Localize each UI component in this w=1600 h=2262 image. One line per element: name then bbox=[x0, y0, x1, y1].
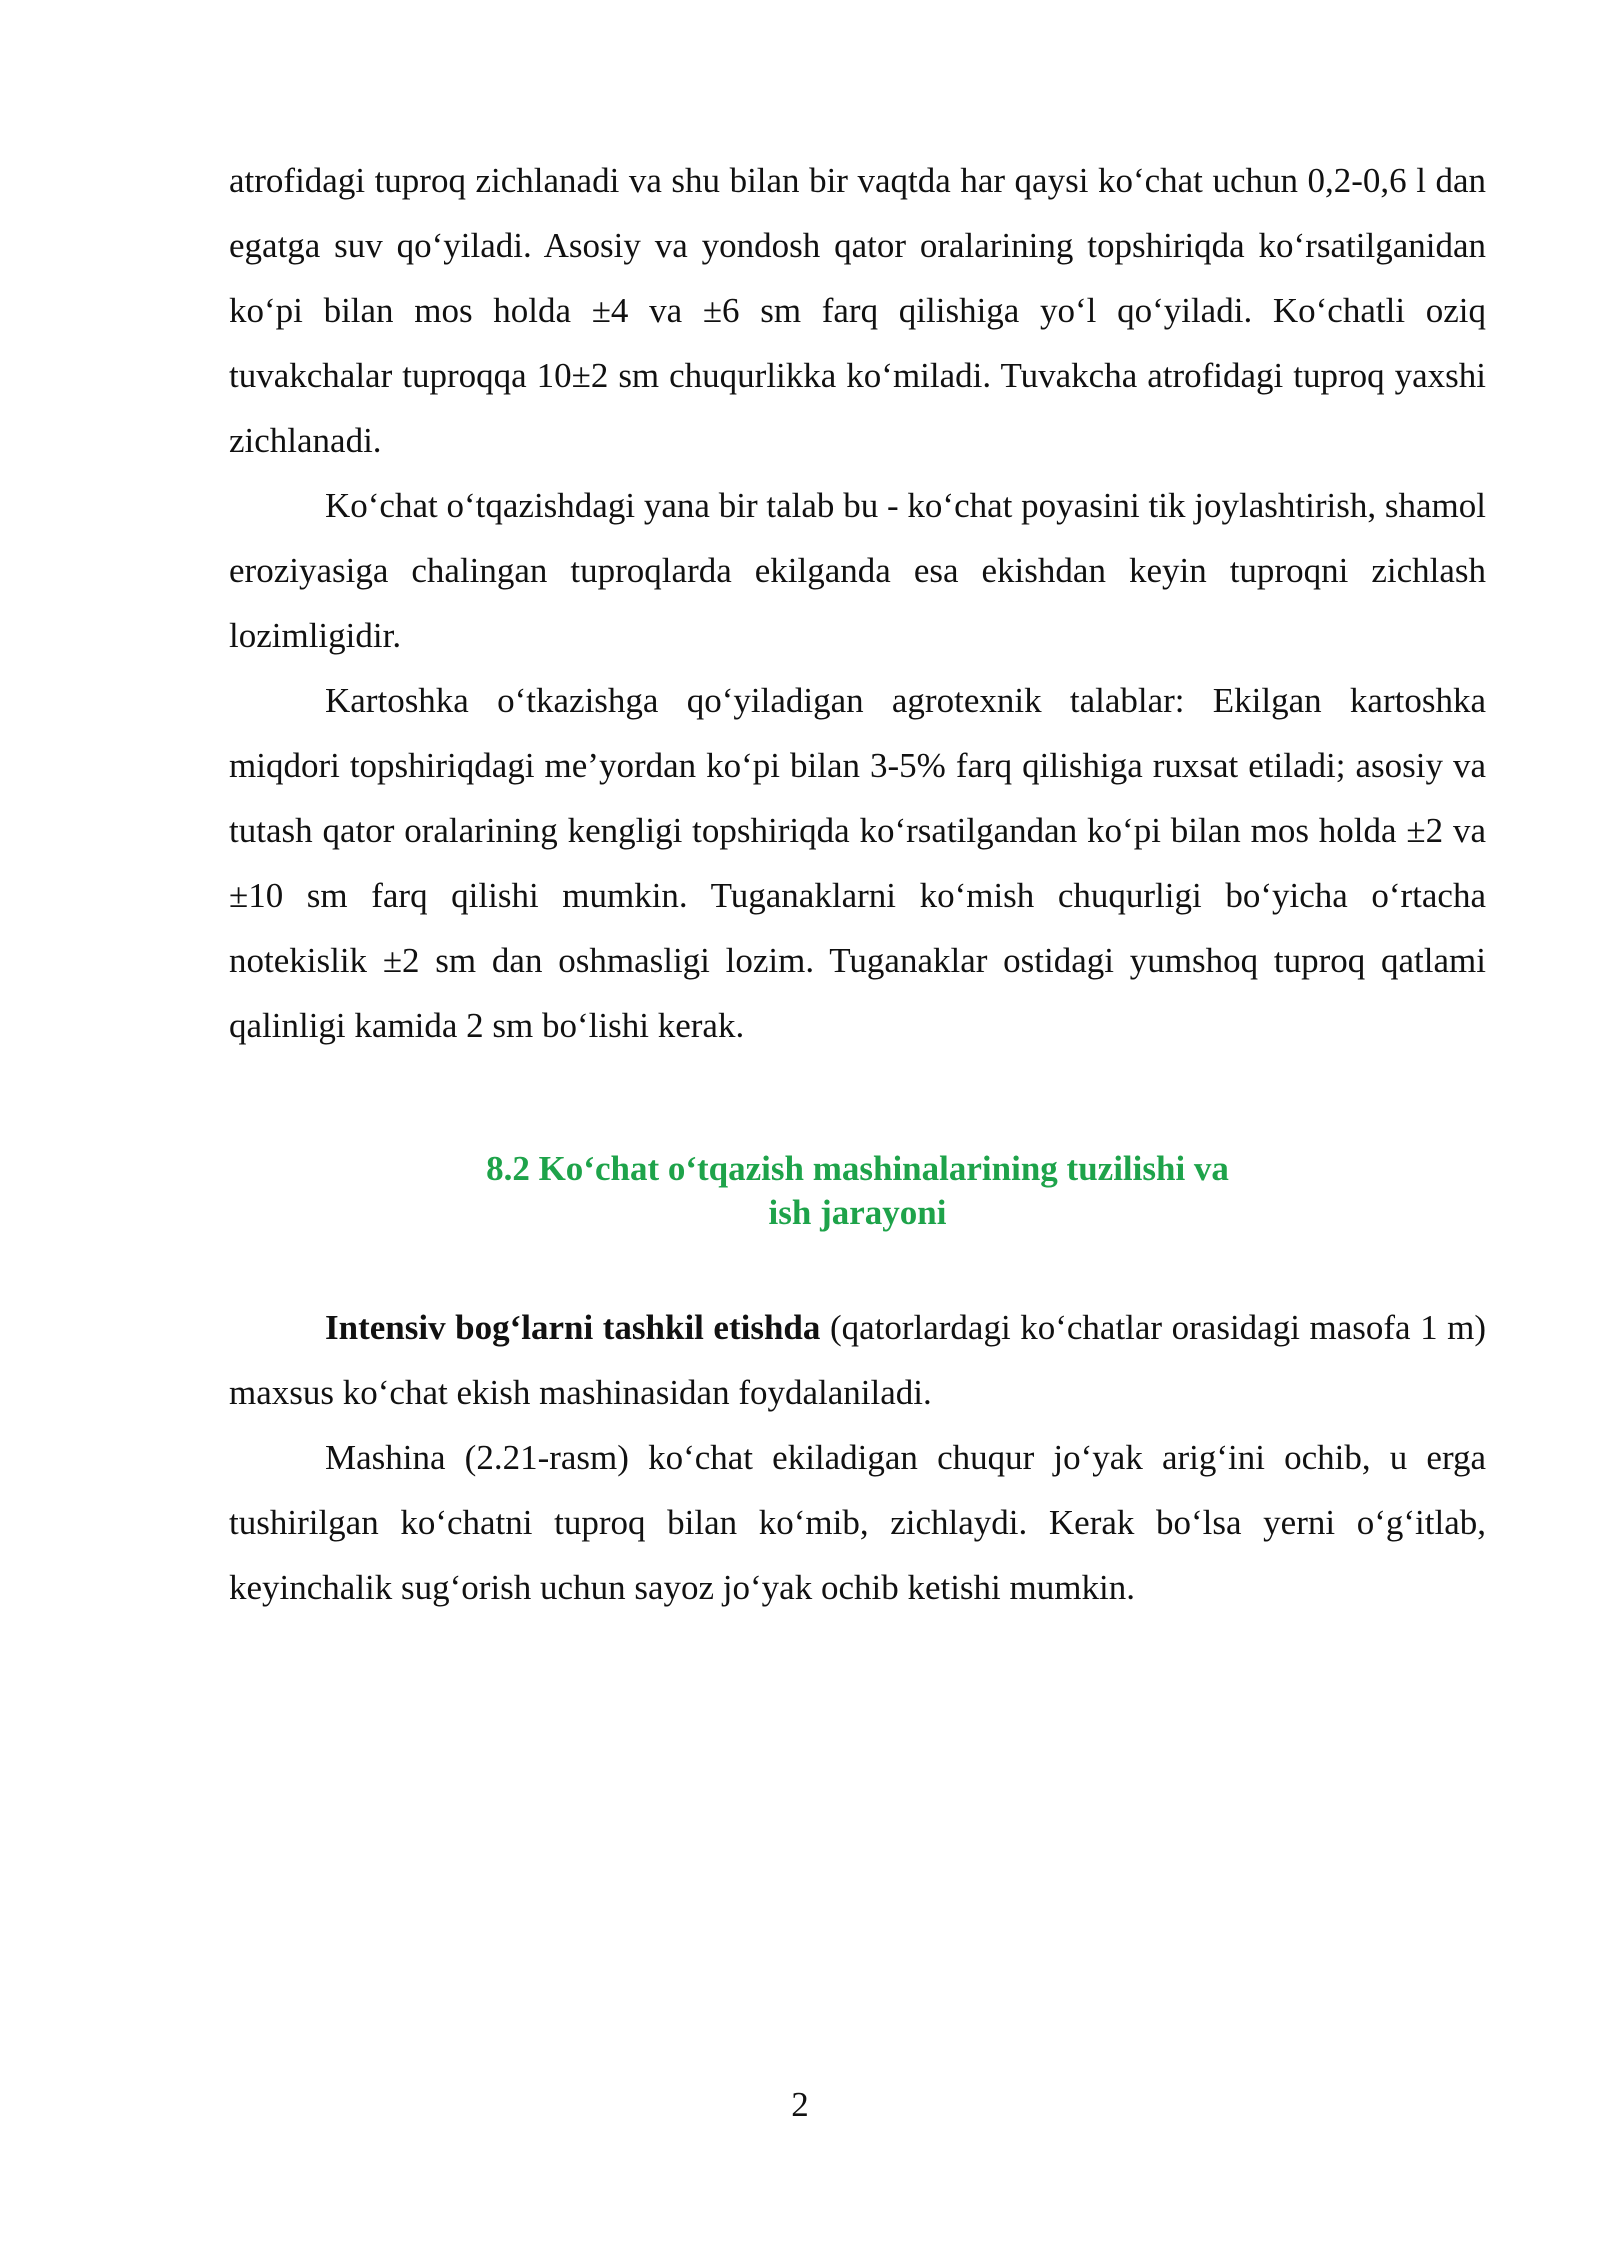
paragraph-intensive-gardens bbox=[229, 1295, 1486, 1425]
paragraph-potato-requirements: Kartoshka o‘tkazishga qo‘yiladigan agrotexnik talablar: Ekilgan kartoshka miqdori topshiriqdagi me’yordan ko‘pi bilan 3-5% farq qilishiga ruxsat etiladi; asosiy va tutash qator oralarining kengligi topshiriqda ko‘rsatilgandan ko‘pi bilan mos holda ±2 va ±10 sm farq qilishi mumkin. Tuganaklarni ko‘mish chuqurligi bo‘yicha o‘rtacha notekislik ±2 sm dan oshmasligi lozim. Tuganaklar ostidagi yumshoq tuproq qatlami qalinligi kamida 2 sm bo‘lishi kerak. bbox=[229, 681, 1486, 1045]
paragraph-rest: (qatorlardagi ko‘chatlar orasidagi masofa 1 m) maxsus ko‘chat ekish mashinasidan foydalaniladi. bbox=[229, 1308, 1486, 1412]
paragraph-machine-description: Mashina (2.21-rasm) ko‘chat ekiladigan chuqur jo‘yak arig‘ini ochib, u erga tushirilgan ko‘chatni tuproq bilan ko‘mib, zichlaydi. Kerak bo‘lsa yerni o‘g‘itlab, keyinchalik sug‘orish uchun sayoz jo‘yak ochib ketishi mumkin. bbox=[229, 1438, 1486, 1607]
section-heading-line2: ish jarayoni bbox=[768, 1193, 947, 1232]
paragraph-seedling-requirement: Ko‘chat o‘tqazishdagi yana bir talab bu - ko‘chat poyasini tik joylashtirish, shamol eroziyasiga chalingan tuproqlarda ekilganda esa ekishdan keyin tuproqni zichlash lozimligidir. bbox=[229, 486, 1486, 655]
paragraph-continuation: atrofidagi tuproq zichlanadi va shu bilan bir vaqtda har qaysi ko‘chat uchun 0,2-0,6 l dan egatga suv qo‘yiladi. Asosiy va yondosh qator oralarining topshiriqda ko‘rsatilganidan ko‘pi bilan mos holda ±4 va ±6 sm farq qilishiga yo‘l qo‘yiladi. Ko‘chatli oziq tuvakchalar tuproqqa 10±2 sm chuqurlikka ko‘miladi. Tuvakcha atrofidagi tuproq yaxshi zichlanadi. bbox=[229, 161, 1486, 460]
page-number: 2 bbox=[791, 2085, 809, 2124]
paragraph-bold-lead: Intensiv bog‘larni tashkil etishda bbox=[325, 1308, 821, 1347]
section-heading-line1: 8.2 Ko‘chat o‘tqazish mashinalarining tuzilishi va bbox=[486, 1149, 1229, 1188]
body-text-bottom bbox=[229, 1295, 1486, 1620]
body-text-top bbox=[229, 148, 1486, 1058]
section-heading bbox=[229, 1147, 1486, 1235]
